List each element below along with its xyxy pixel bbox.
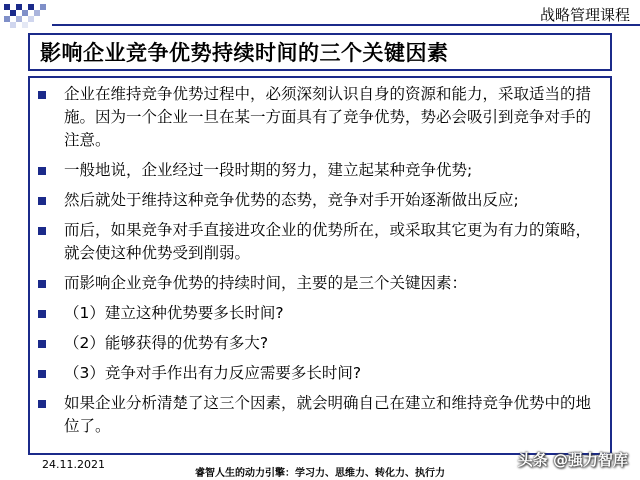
course-title: 战略管理课程 (539, 6, 630, 24)
list-item (38, 219, 604, 265)
watermark-text: 头条 @强力智库 (517, 451, 628, 469)
square-bullet-icon (38, 227, 46, 235)
list-item (38, 302, 604, 325)
list-item (38, 392, 604, 438)
content-box (28, 76, 612, 455)
bullet-text: （3）竞争对手作出有力反应需要多长时间? (64, 364, 362, 382)
footer-slogan: 睿智人生的动力引擎：学习力、思维力、转化力、执行力 (195, 468, 445, 479)
square-bullet-icon (38, 310, 46, 318)
square-bullet-icon (38, 340, 46, 348)
bullet-text: 企业在维持竞争优势过程中，必须深刻认识自身的资源和能力，采取适当的措施。因为一个企业一旦在某一方面具有了竞争优势，势必会吸引到竞争对手的注意。 (64, 85, 592, 149)
square-bullet-icon (38, 370, 46, 378)
bullet-text: 一般地说，企业经过一段时期的努力，建立起某种竞争优势; (64, 161, 473, 179)
checkered-logo (4, 4, 58, 28)
bullet-text: （1）建立这种优势要多长时间? (64, 304, 284, 322)
list-item (38, 272, 604, 295)
bullet-text: 而影响企业竞争优势的持续时间，主要的是三个关键因素： (64, 274, 468, 292)
slide-title-box (28, 33, 612, 71)
list-item (38, 189, 604, 212)
header-divider (52, 24, 640, 26)
square-bullet-icon (38, 280, 46, 288)
bullet-text: 然后就处于维持这种竞争优势的态势，竞争对手开始逐渐做出反应; (64, 191, 519, 209)
square-bullet-icon (38, 167, 46, 175)
list-item (38, 83, 604, 152)
list-item (38, 362, 604, 385)
square-bullet-icon (38, 197, 46, 205)
square-bullet-icon (38, 400, 46, 408)
list-item (38, 159, 604, 182)
slide-title: 影响企业竞争优势持续时间的三个关键因素 (40, 41, 449, 65)
list-item (38, 332, 604, 355)
bullet-text: 而后，如果竞争对手直接进攻企业的优势所在，或采取其它更为有力的策略，就会使这种优势受到削弱。 (64, 221, 592, 262)
bullet-text: （2）能够获得的优势有多大? (64, 334, 269, 352)
bullet-text: 如果企业分析清楚了这三个因素，就会明确自己在建立和维持竞争优势中的地位了。 (64, 394, 592, 435)
square-bullet-icon (38, 91, 46, 99)
bullet-list (38, 83, 604, 438)
slide-date: 24.11.2021 (42, 458, 105, 471)
watermark (518, 449, 628, 470)
